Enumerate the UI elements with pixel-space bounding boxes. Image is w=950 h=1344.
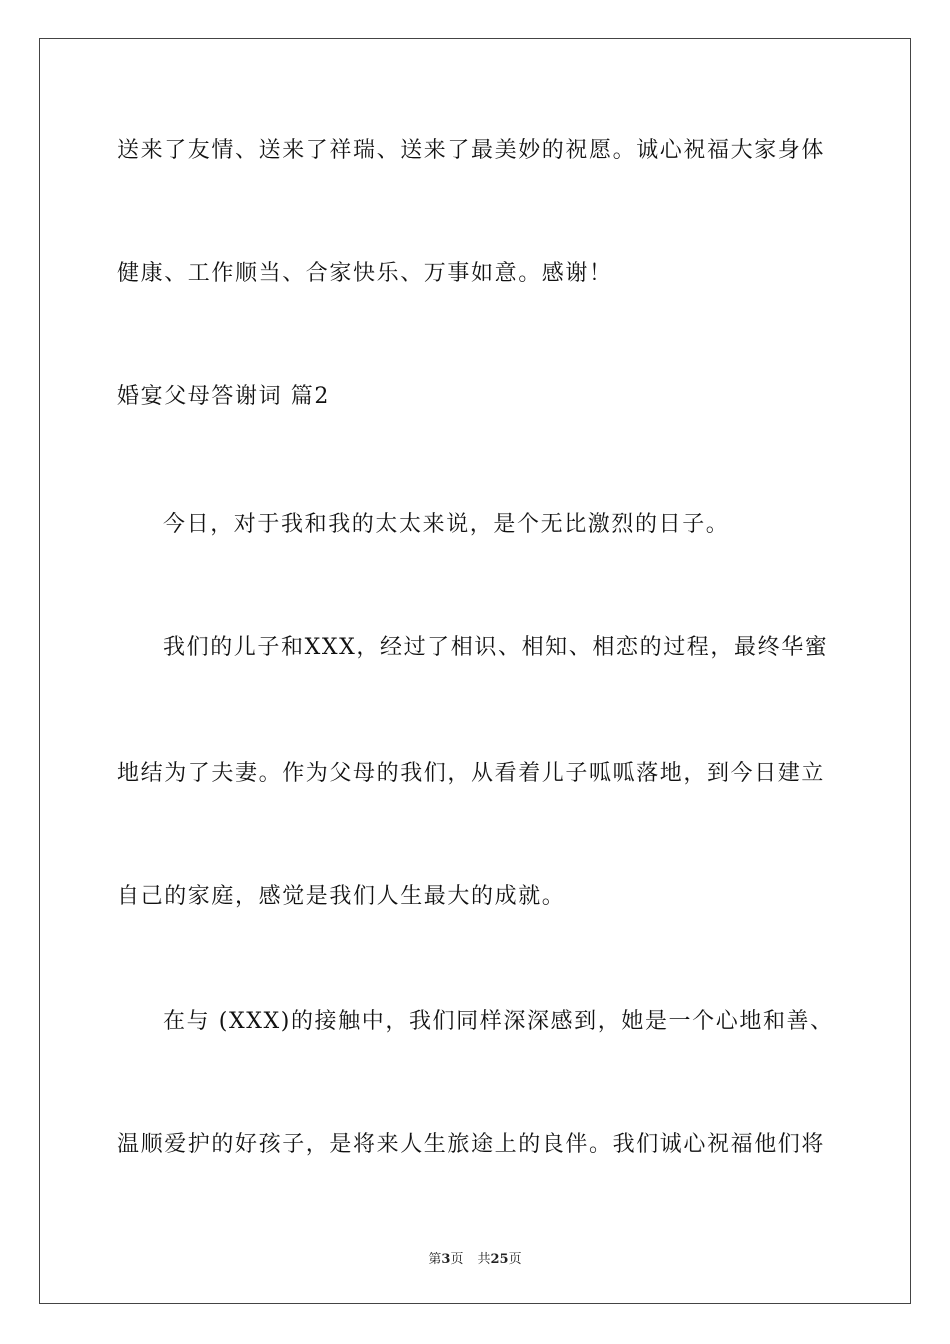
paragraph-line-7: 在与 (XXX)的接触中，我们同样深深感到，她是一个心地和善、 xyxy=(163,1009,834,1034)
footer-total-prefix: 共 xyxy=(477,1252,491,1267)
page-footer xyxy=(0,1248,950,1267)
footer-page-suffix: 页 xyxy=(450,1252,464,1267)
paragraph-line-8: 温顺爱护的好孩子，是将来人生旅途上的良伴。我们诚心祝福他们将 xyxy=(117,1132,826,1157)
footer-total-suffix: 页 xyxy=(508,1252,522,1267)
footer-page-prefix: 第 xyxy=(428,1252,442,1267)
paragraph-line-4: 我们的儿子和XXX，经过了相识、相知、相恋的过程，最终华蜜 xyxy=(163,635,829,660)
paragraph-line-3: 今日，对于我和我的太太来说，是个无比激烈的日子。 xyxy=(163,512,730,537)
paragraph-line-5: 地结为了夫妻。作为父母的我们，从看着儿子呱呱落地，到今日建立 xyxy=(117,761,826,786)
footer-page-number: 3 xyxy=(441,1252,451,1267)
footer-total-pages: 25 xyxy=(490,1252,509,1267)
paragraph-line-6: 自己的家庭，感觉是我们人生最大的成就。 xyxy=(117,884,566,909)
section-heading: 婚宴父母答谢词 篇2 xyxy=(117,384,330,409)
page-frame xyxy=(39,38,911,1304)
paragraph-line-2: 健康、工作顺当、合家快乐、万事如意。感谢！ xyxy=(117,261,613,286)
paragraph-line-1: 送来了友情、送来了祥瑞、送来了最美妙的祝愿。诚心祝福大家身体 xyxy=(117,138,826,163)
